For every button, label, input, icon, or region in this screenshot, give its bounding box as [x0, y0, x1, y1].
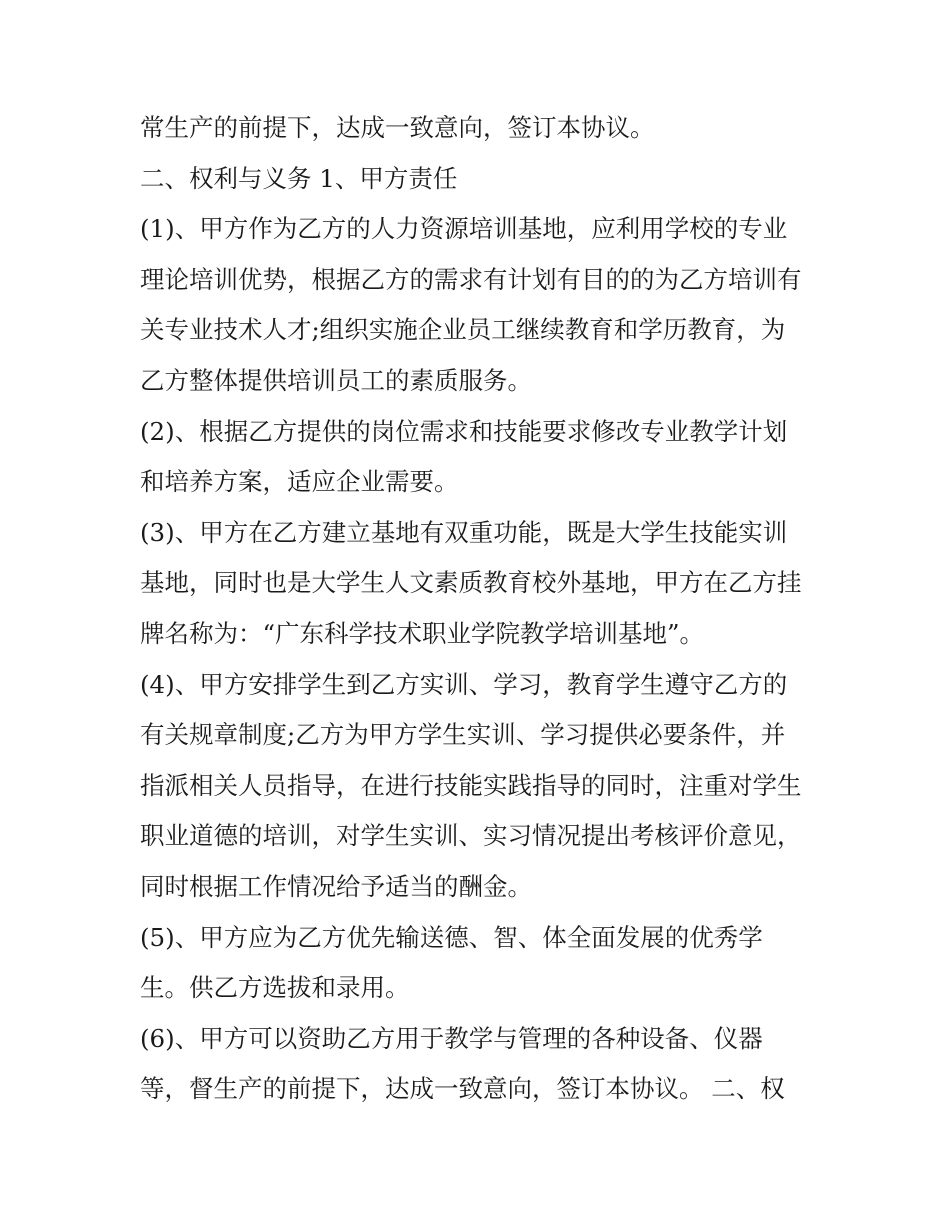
text-line: (3)、甲方在乙方建立基地有双重功能，既是大学生技能实训	[140, 517, 788, 547]
text-line: 理论培训优势，根据乙方的需求有计划有目的的为乙方培训有	[140, 264, 802, 294]
text-line: 等，督生产的前提下，达成一致意向，签订本协议。 二、权	[140, 1074, 785, 1104]
text-line: 关专业技术人才;组织实施企业员工继续教育和学历教育，为	[140, 315, 786, 345]
text-line: (4)、甲方安排学生到乙方实训、学习，教育学生遵守乙方的	[140, 669, 788, 699]
text-line: 常生产的前提下，达成一致意向，签订本协议。	[140, 113, 655, 142]
text-line: 牌名称为：“广东科学技术职业学院教学培训基地”。	[140, 618, 705, 648]
text-line: 乙方整体提供培训员工的素质服务。	[140, 365, 532, 395]
text-line: (2)、根据乙方提供的岗位需求和技能要求修改专业教学计划	[140, 416, 788, 446]
text-line: 基地，同时也是大学生人文素质教育校外基地，甲方在乙方挂	[140, 568, 802, 598]
text-line: 有关规章制度;乙方为甲方学生实训、学习提供必要条件，并	[140, 720, 786, 750]
text-line: (5)、甲方应为乙方优先输送德、智、体全面发展的优秀学	[140, 922, 763, 952]
document-body	[140, 103, 830, 1115]
text-line: 指派相关人员指导，在进行技能实践指导的同时，注重对学生	[140, 770, 802, 800]
section-heading: 二、权利与义务 1、甲方责任	[140, 163, 458, 193]
text-line: 同时根据工作情况给予适当的酬金。	[140, 871, 532, 901]
text-line: (6)、甲方可以资助乙方用于教学与管理的各种设备、仪器	[140, 1023, 763, 1053]
text-line: 生。供乙方选拔和录用。	[140, 973, 410, 1003]
text-line: 职业道德的培训，对学生实训、实习情况提出考核评价意见，	[140, 821, 802, 851]
text-line: 和培养方案，适应企业需要。	[140, 467, 459, 497]
text-line: (1)、甲方作为乙方的人力资源培训基地，应利用学校的专业	[140, 214, 788, 244]
